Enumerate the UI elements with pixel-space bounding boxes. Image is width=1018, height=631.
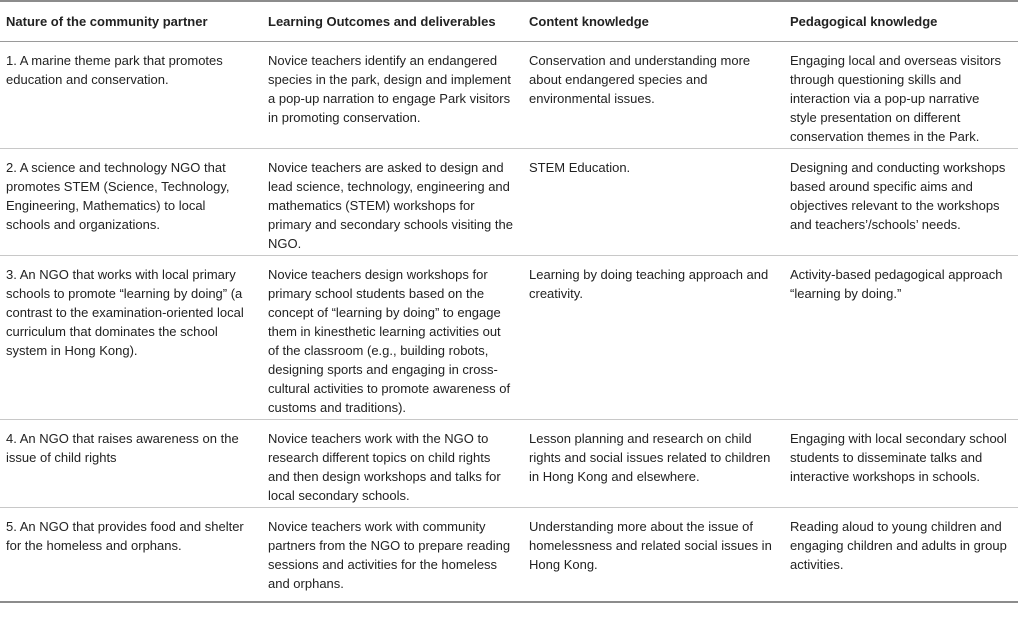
header-row	[0, 1, 1018, 42]
cell-community-partner: 2. A science and technology NGO that promotes STEM (Science, Technology, Engineering, Mathematics) to local schools and organizations.	[0, 149, 262, 256]
cell-community-partner: 4. An NGO that raises awareness on the issue of child rights	[0, 420, 262, 508]
header-content-knowledge: Content knowledge	[523, 1, 784, 42]
cell-learning-outcomes: Novice teachers identify an endangered species in the park, design and implement a pop-up narration to engage Park visitors in promoting conservation.	[262, 42, 523, 149]
cell-learning-outcomes: Novice teachers work with community partners from the NGO to prepare reading sessions and activities for the homeless and orphans.	[262, 508, 523, 603]
table-header	[0, 1, 1018, 42]
header-pedagogical-knowledge: Pedagogical knowledge	[784, 1, 1018, 42]
table-row	[0, 256, 1018, 420]
table-row	[0, 149, 1018, 256]
cell-content-knowledge: STEM Education.	[523, 149, 784, 256]
cell-content-knowledge: Lesson planning and research on child rights and social issues related to children in Hong Kong and elsewhere.	[523, 420, 784, 508]
cell-pedagogical-knowledge: Designing and conducting workshops based around specific aims and objectives relevant to the workshops and teachers’/schools’ needs.	[784, 149, 1018, 256]
table-row	[0, 508, 1018, 603]
table-row	[0, 420, 1018, 508]
header-community-partner: Nature of the community partner	[0, 1, 262, 42]
cell-learning-outcomes: Novice teachers are asked to design and lead science, technology, engineering and mathematics (STEM) workshops for primary and secondary schools visiting the NGO.	[262, 149, 523, 256]
cell-pedagogical-knowledge: Reading aloud to young children and engaging children and adults in group activities.	[784, 508, 1018, 603]
cell-pedagogical-knowledge: Engaging local and overseas visitors through questioning skills and interaction via a pop-up narrative style presentation on different conservation themes in the Park.	[784, 42, 1018, 149]
cell-learning-outcomes: Novice teachers work with the NGO to research different topics on child rights and then design workshops and talks for local secondary schools.	[262, 420, 523, 508]
cell-community-partner: 5. An NGO that provides food and shelter for the homeless and orphans.	[0, 508, 262, 603]
cell-content-knowledge: Understanding more about the issue of homelessness and related social issues in Hong Kong.	[523, 508, 784, 603]
table-body	[0, 42, 1018, 603]
table-row	[0, 42, 1018, 149]
cell-content-knowledge: Learning by doing teaching approach and creativity.	[523, 256, 784, 420]
cell-community-partner: 1. A marine theme park that promotes education and conservation.	[0, 42, 262, 149]
cell-learning-outcomes: Novice teachers design workshops for primary school students based on the concept of “learning by doing” to engage them in kinesthetic learning activities out of the classroom (e.g., building robots, designing sports and engaging in cross-cultural activities to promote awareness of customs and traditions).	[262, 256, 523, 420]
cell-pedagogical-knowledge: Activity-based pedagogical approach “learning by doing.”	[784, 256, 1018, 420]
cell-pedagogical-knowledge: Engaging with local secondary school students to disseminate talks and interactive workshops in schools.	[784, 420, 1018, 508]
cell-community-partner: 3. An NGO that works with local primary schools to promote “learning by doing” (a contrast to the examination-oriented local curriculum that dominates the school system in Hong Kong).	[0, 256, 262, 420]
cell-content-knowledge: Conservation and understanding more about endangered species and environmental issues.	[523, 42, 784, 149]
header-learning-outcomes: Learning Outcomes and deliverables	[262, 1, 523, 42]
